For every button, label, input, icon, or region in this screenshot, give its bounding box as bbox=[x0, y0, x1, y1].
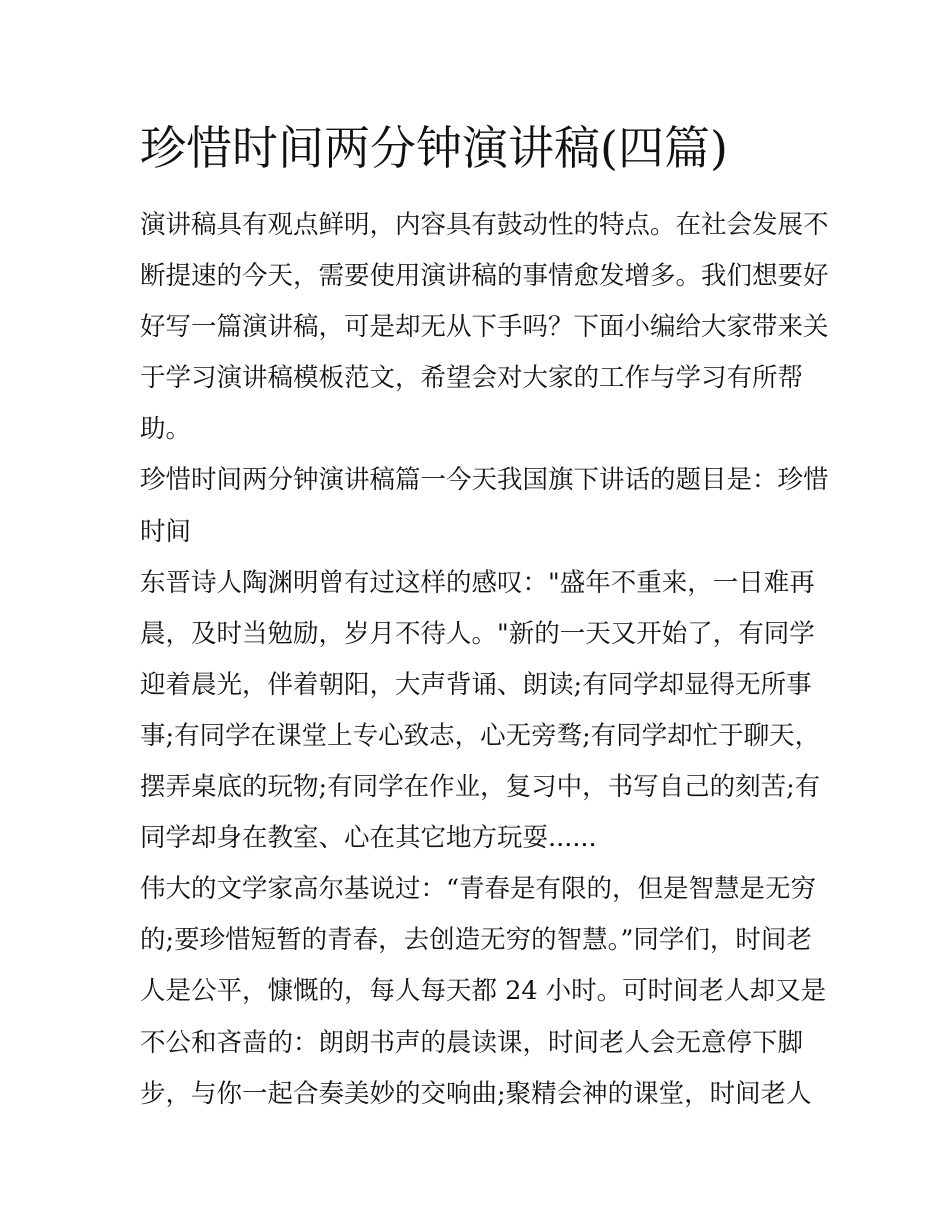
body-line: 东晋诗人陶渊明曾有过这样的感叹："盛年不重来，一日难再 bbox=[140, 567, 815, 598]
document-title: 珍惜时间两分钟演讲稿(四篇) bbox=[140, 121, 728, 175]
body-line: 晨，及时当勉励，岁月不待人。"新的一天又开始了，有同学 bbox=[140, 618, 815, 649]
body-line: 珍惜时间两分钟演讲稿篇一今天我国旗下讲话的题目是：珍惜 bbox=[140, 465, 829, 496]
body-line: 事;有同学在课堂上专心致志，心无旁骛;有同学却忙于聊天， bbox=[140, 720, 821, 751]
body-line: 断提速的今天，需要使用演讲稿的事情愈发增多。我们想要好 bbox=[140, 261, 829, 292]
body-line: 人是公平，慷慨的，每人每天都 24 小时。可时间老人却又是 bbox=[140, 976, 827, 1007]
body-line: 演讲稿具有观点鲜明，内容具有鼓动性的特点。在社会发展不 bbox=[140, 210, 829, 240]
body-line: 迎着晨光，伴着朝阳，大声背诵、朗读;有同学却显得无所事 bbox=[140, 669, 812, 700]
body-line: 时间 bbox=[140, 516, 192, 547]
body-line: 伟大的文学家高尔基说过：“青春是有限的，但是智慧是无穷 bbox=[140, 874, 817, 905]
body-line: 步，与你一起合奏美妙的交响曲;聚精会神的课堂，时间老人 bbox=[140, 1078, 812, 1109]
body-line: 好写一篇演讲稿，可是却无从下手吗？下面小编给大家带来关 bbox=[140, 312, 829, 343]
body-line: 的;要珍惜短暂的青春，去创造无穷的智慧。”同学们，时间老 bbox=[140, 925, 812, 956]
body-line: 于学习演讲稿模板范文，希望会对大家的工作与学习有所帮 bbox=[140, 363, 804, 394]
body-line: 不公和吝啬的：朗朗书声的晨读课，时间老人会无意停下脚 bbox=[140, 1027, 804, 1058]
body-line: 助。 bbox=[140, 414, 192, 445]
body-line: 同学却身在教室、心在其它地方玩耍...... bbox=[140, 823, 597, 854]
document-body bbox=[140, 200, 829, 1120]
body-line: 摆弄桌底的玩物;有同学在作业，复习中，书写自己的刻苦;有 bbox=[140, 772, 821, 803]
